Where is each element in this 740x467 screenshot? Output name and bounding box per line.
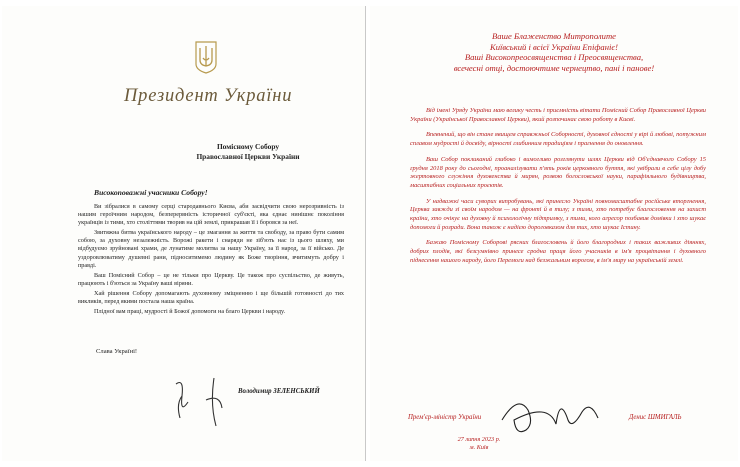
- salutation-line: Ваші Високопреосвященства і Преосвященства,: [464, 52, 644, 62]
- paragraph: Впевнений, що він стане явищем справжньої Соборності, духовної єдності у вірі й любові, потужним сплавом мудрості й досвіду, вірності глибинним традиціям і прагнення до оновлення.: [410, 131, 706, 148]
- letter-place: м. Київ: [469, 444, 489, 451]
- addressee: [153, 142, 343, 162]
- paragraph: Плідної вам праці, мудрості й Божої допомоги на благо Церкви і народу.: [94, 308, 286, 316]
- paragraph: Ваш Помісний Собор – це не тільки про Церкву. Це також про суспільство, де живуть, працюють і б'ються за Україну ваші віряни.: [78, 271, 344, 287]
- signer-title: Прем'єр-міністр України: [408, 414, 482, 421]
- salutation-line: Київський і всієї України Епіфаніє!: [489, 41, 618, 52]
- prime-minister-letter-page: [370, 6, 738, 461]
- letter-body: [78, 203, 344, 318]
- paragraph: Хай рішення Собору допомагають духовному змiцненню і ще більшій готовності до тих викликів, перед якими постала наша країна.: [78, 289, 344, 306]
- paragraph: Ви зібралися в самому серці стародавнього Києва, аби засвідчити свою нерозривність із нашим героїчним народом, безперервність історичної суб'єкті, яка єднає нинішнє покоління українців із тими, хто століттями творив на цій землі, прикрашав її і боровся за неї.: [78, 203, 344, 227]
- paragraph: Звитяжна битва українського народу – це змагання за життя та свободу, за право бути самим собою, за духовну незалежність. Ворожі ракети і снаряди не зіб'ють нас із цього шляху, ми відбудуємо зруйновані храми, де лунатиме молитва за нашу Україну, за її народ, за її військо. Де уздоровлюватиму душевні рани, підноситимемо людину як Боже творіння, вчитимуть добру і правді.: [78, 229, 344, 269]
- office-title: Президент України: [124, 86, 293, 106]
- paragraph: Від імені Уряду України маю велику честь і приємність вітати Помісний Собор Православної Церкви України (Української Православної Церкви), який розпочинає свою роботу в Києві.: [410, 107, 706, 123]
- greeting: Високоповажні учасники Собору!: [94, 188, 208, 197]
- trident-emblem-icon: [193, 40, 219, 74]
- salutation: [370, 31, 738, 73]
- handwritten-signature: [162, 374, 242, 432]
- signer-name: Володимир ЗЕЛЕНСЬКИЙ: [238, 388, 320, 395]
- signer-name: Денис ШМИГАЛЬ: [629, 414, 682, 421]
- letter-body: [410, 107, 706, 273]
- salutation-line: Ваше Блаженство Митрополите: [492, 31, 616, 41]
- handwritten-signature: [498, 390, 618, 438]
- addressee-line: Православної Церкви України: [196, 152, 300, 161]
- paragraph: У надважкі часи суворих випробувань, які принесло Україні повномасштабне російське вторгнення, Церква завжди зі своїм народом — на фронті й в тилу; з тими, хто потребує благословення на захист країни, хто очікує на духовну й психологічну підтримку, з тими, кого агресор позбавив домівки і хто шукає допомоги й розради. Вона також є надією дороговказом для тих, хто шукає Істину.: [410, 197, 706, 231]
- paragraph: Ваш Собор покликаний глибоко і вимогливо розглянути шлях Церкви від Об'єднавчого Собору 15 грудня 2018 року до сьогодні, проаналізувати п'ять років церковного буття, які увібрали в себе цілу добу жертовного служіння духовенства й мирян, розвою богословської науки, парафіяльного будівництва, масштабних соціальних проєктів.: [410, 155, 706, 189]
- date-place: [424, 436, 534, 452]
- president-letter-page: [2, 6, 366, 461]
- salutation-line: всечесні отці, достоючтиме чернецтво, пані і панове!: [453, 62, 655, 73]
- letter-date: 27 липня 2023 р.: [457, 436, 501, 443]
- closing-phrase: Слава Україні!: [96, 348, 138, 355]
- paragraph: Бажаю Помісному Соборові рясних благословень й його благородних і таких важливих діяннях, добрих плодів, які безсумнівно принесе сродна праця його учасників в ім'я процвітання і духовного піднесення нашого народу, його Перемоги над безжальним ворогом, в ім'я миру на українській землі.: [410, 239, 706, 264]
- addressee-line: Помісному Собору: [216, 142, 280, 151]
